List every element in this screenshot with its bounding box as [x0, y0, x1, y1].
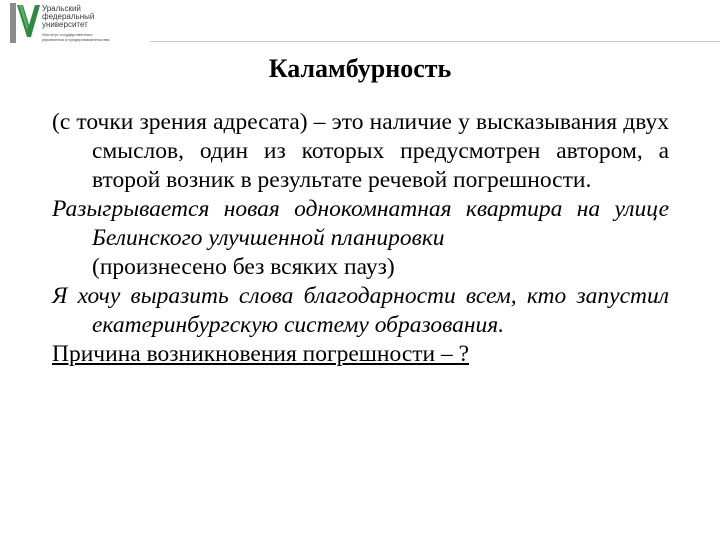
university-logo — [10, 3, 150, 43]
question-paragraph — [52, 340, 669, 369]
urfu-logo-icon — [10, 3, 40, 43]
question-text: Причина возникновения погрешности – ? — [52, 341, 470, 367]
institute-name-line: управления и предпринимательства — [42, 37, 110, 42]
institute-name — [42, 32, 152, 42]
example-paragraph: Я хочу выразить слова благодарности всем, кто запустил екатеринбургскую систему образования. — [52, 283, 669, 338]
slide-body — [52, 108, 669, 369]
institute-name-line: Институт государственного — [42, 32, 93, 37]
example-paragraph: Разыгрывается новая однокомнатная квартира на улице Белинского улучшенной планировки — [52, 196, 669, 251]
university-name — [42, 5, 152, 29]
header-divider — [150, 41, 720, 42]
definition-paragraph: (с точки зрения адресата) – это наличие у высказывания двух смыслов, один из которых предусмотрен автором, а второй возник в результате речевой погрешности. — [52, 109, 669, 193]
university-name-line: Уральский — [42, 4, 81, 13]
university-name-line: университет — [42, 20, 88, 29]
slide-header — [0, 0, 720, 46]
slide-title: Каламбурность — [268, 54, 452, 83]
example-note-paragraph: (произнесено без всяких пауз) — [92, 254, 395, 280]
university-name-line: федеральный — [42, 12, 95, 21]
